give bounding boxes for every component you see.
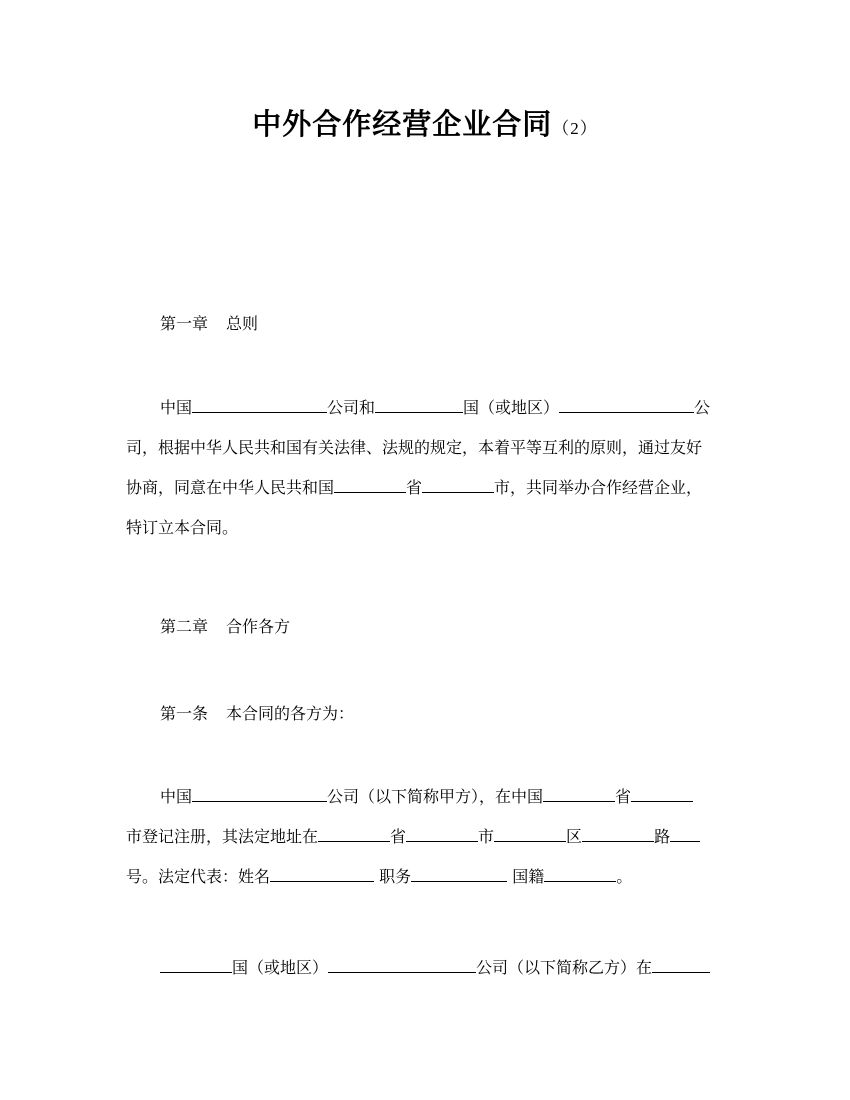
blank-field (328, 958, 476, 973)
blank-field (375, 398, 463, 413)
chapter-2-number: 第二章 (160, 617, 209, 636)
blank-field (318, 827, 390, 842)
text-line: 号。法定代表：姓名 职务 国籍 。 (126, 867, 633, 886)
blank-field (494, 827, 566, 842)
chapter-1-heading (160, 311, 258, 334)
blank-field (334, 478, 406, 493)
blank-field (270, 867, 374, 882)
blank-field (670, 827, 700, 842)
article-1-number: 第一条 (160, 704, 209, 723)
paragraph-parties-intro (126, 388, 726, 548)
article-1-heading (160, 701, 354, 724)
chapter-2-heading (160, 614, 290, 637)
text-line: 中国 公司和 国（或地区） 公 (160, 398, 711, 417)
blank-field (160, 958, 232, 973)
blank-field (422, 478, 494, 493)
blank-field (192, 787, 327, 802)
text-line: 中国 公司（以下简称甲方），在中国 省 (126, 777, 726, 817)
document-title (0, 102, 850, 143)
blank-field (582, 827, 654, 842)
text-line: 市登记注册，其法定地址在 省 市 区 路 (92, 817, 726, 857)
chapter-1-name: 总则 (226, 314, 259, 333)
text-line: 国（或地区） 公司（以下简称乙方）在 (126, 948, 726, 988)
blank-field (652, 958, 710, 973)
blank-field (631, 787, 693, 802)
title-sub: （2） (552, 119, 598, 138)
blank-field (543, 787, 615, 802)
blank-field (406, 827, 478, 842)
text-line: 司，根据中华人民共和国有关法律、法规的规定，本着平等互利的原则，通过友好 (126, 438, 703, 457)
blank-field (544, 867, 616, 882)
title-main: 中外合作经营企业合同 (252, 107, 553, 141)
chapter-1-number: 第一章 (160, 314, 209, 333)
article-1-text: 本合同的各方为： (226, 704, 355, 723)
blank-field (559, 398, 694, 413)
blank-field (411, 867, 507, 882)
text-line: 特订立本合同。 (126, 518, 239, 537)
blank-field (192, 398, 327, 413)
text-line: 协商，同意在中华人民共和国 省 市，共同举办合作经营企业， (126, 478, 703, 497)
chapter-2-name: 合作各方 (226, 617, 291, 636)
paragraph-party-a (126, 777, 726, 897)
paragraph-party-b (126, 948, 726, 988)
